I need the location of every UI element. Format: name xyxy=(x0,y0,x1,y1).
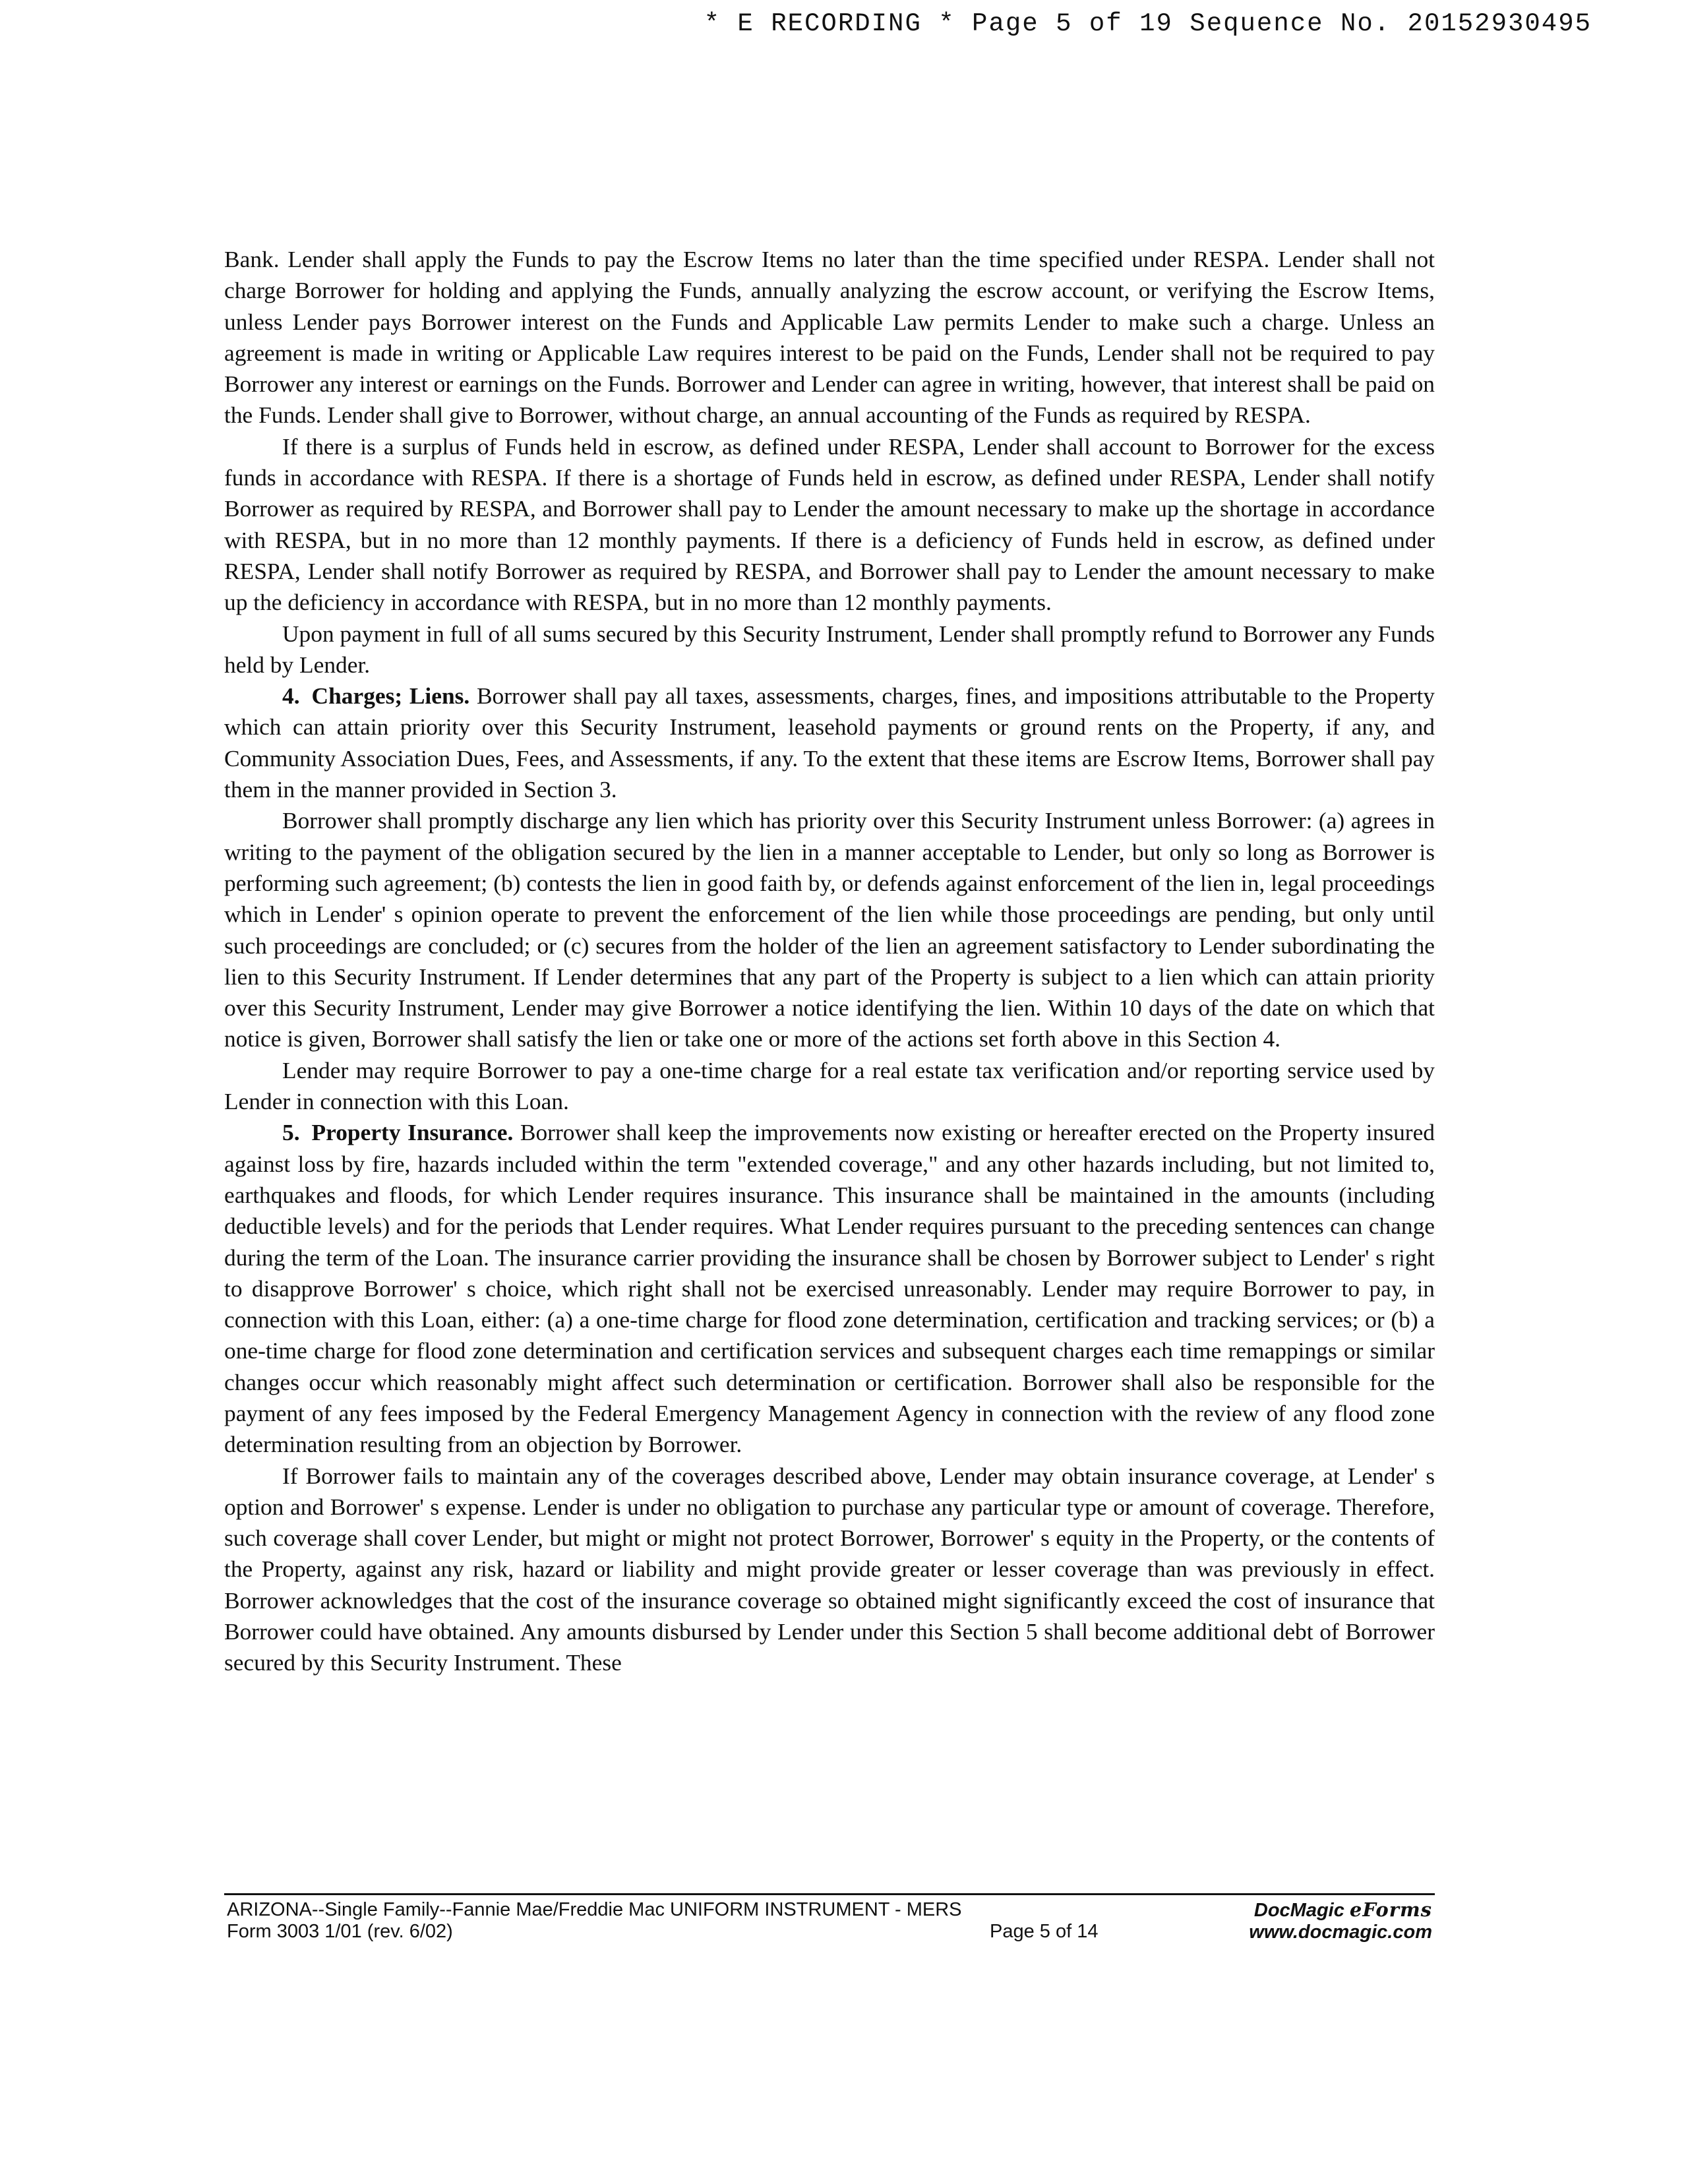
page-footer xyxy=(224,1899,1435,1952)
section-5-title: Property Insurance. xyxy=(311,1119,514,1146)
brand-logo xyxy=(1249,1899,1432,1922)
section-5-number: 5. xyxy=(282,1119,300,1146)
paragraph-lien-discharge: Borrower shall promptly discharge any lien which has priority over this Security Instrument unless Borrower: (a) agrees in writing to the payment of the obligation secured by the lien in a manner acceptable to Lender, but only so long as Borrower is performing such agreement; (b) contests the lien in good faith by, or defends against enforcement of the lien in, legal proceedings which in Lender' s opinion operate to prevent the enforcement of the lien while those proceedings are pending, but only until such proceedings are concluded; or (c) secures from the holder of the lien an agreement satisfactory to Lender subordinating the lien to this Security Instrument. If Lender determines that any part of the Property is subject to a lien which can attain priority over this Security Instrument, Lender may give Borrower a notice identifying the lien. Within 10 days of the date on which that notice is given, Borrower shall satisfy the lien or take one or more of the actions set forth above in this Section 4. xyxy=(224,807,1435,1052)
section-4-number: 4. xyxy=(282,682,300,710)
footer-brand xyxy=(1249,1899,1432,1943)
section-5-property-insurance xyxy=(224,1117,1435,1460)
paragraph-refund: Upon payment in full of all sums secured by this Security Instrument, Lender shall promptly refund to Borrower any Funds held by Lender. xyxy=(224,620,1435,678)
brand-website: www.docmagic.com xyxy=(1249,1922,1432,1943)
footer-form-number: Form 3003 1/01 (rev. 6/02) xyxy=(227,1921,453,1942)
paragraph-tax-verification: Lender may require Borrower to pay a one-time charge for a real estate tax verification and/or reporting service used by Lender in connection with this Loan. xyxy=(224,1056,1435,1115)
brand-name: DocMagic xyxy=(1253,1900,1350,1921)
paragraph-escrow-funds: Bank. Lender shall apply the Funds to pay the Escrow Items no later than the time specified under RESPA. Lender shall not charge Borrower for holding and applying the Funds, annually analyzing the escrow account, or verifying the Escrow Items, unless Lender pays Borrower interest on the Funds and Applicable Law permits Lender to make such a charge. Unless an agreement is made in writing or Applicable Law requires interest to be paid on the Funds, Lender shall not be required to pay Borrower any interest or earnings on the Funds. Borrower and Lender can agree in writing, however, that interest shall be paid on the Funds. Lender shall give to Borrower, without charge, an annual accounting of the Funds as required by RESPA. xyxy=(224,246,1435,429)
paragraph-surplus: If there is a surplus of Funds held in escrow, as defined under RESPA, Lender shall account to Borrower for the excess funds in accordance with RESPA. If there is a shortage of Funds held in escrow, as defined under RESPA, Lender shall notify Borrower as required by RESPA, and Borrower shall pay to Lender the amount necessary to make up the shortage in accordance with RESPA, but in no more than 12 monthly payments. If there is a deficiency of Funds held in escrow, as defined under RESPA, Lender shall notify Borrower as required by RESPA, and Borrower shall pay to Lender the amount necessary to make up the deficiency in accordance with RESPA, but in no more than 12 monthly payments. xyxy=(224,433,1435,616)
footer-form-info xyxy=(227,1899,962,1943)
footer-divider xyxy=(224,1893,1435,1895)
paragraph-coverage-failure: If Borrower fails to maintain any of the coverages described above, Lender may obtain insurance coverage, at Lender' s option and Borrower' s expense. Lender is under no obligation to purchase any particular type or amount of coverage. Therefore, such coverage shall cover Lender, but might or might not protect Borrower, Borrower' s equity in the Property, or the contents of the Property, against any risk, hazard or liability and might provide greater or lesser coverage than was previously in effect. Borrower acknowledges that the cost of the insurance coverage so obtained might significantly exceed the cost of insurance that Borrower could have obtained. Any amounts disbursed by Lender under this Section 5 shall become additional debt of Borrower secured by this Security Instrument. These xyxy=(224,1462,1435,1676)
section-4-title: Charges; Liens. xyxy=(311,682,470,710)
brand-forms: eForms xyxy=(1349,1898,1432,1921)
recording-stamp: * E RECORDING * Page 5 of 19 Sequence No. 20152930495 xyxy=(704,9,1592,38)
section-5-text: Borrower shall keep the improvements now existing or hereafter erected on the Property insured against loss by fire, hazards included within the term "extended coverage," and any other hazards including, but not limited to, earthquakes and floods, for which Lender requires insurance. This insurance shall be maintained in the amounts (including deductible levels) and for the periods that Lender requires. What Lender requires pursuant to the preceding sentences can change during the term of the Loan. The insurance carrier providing the insurance shall be chosen by Borrower subject to Lender' s right to disapprove Borrower' s choice, which right shall not be exercised unreasonably. Lender may require Borrower to pay, in connection with this Loan, either: (a) a one-time charge for flood zone determination, certification and tracking services; or (b) a one-time charge for flood zone determination and certification services and subsequent charges each time remappings or similar changes occur which reasonably might affect such determination or certification. Borrower shall also be responsible for the payment of any fees imposed by the Federal Emergency Management Agency in connection with the review of any flood zone determination resulting from an objection by Borrower. xyxy=(224,1119,1435,1458)
document-body xyxy=(224,244,1435,1679)
footer-page-number: Page 5 of 14 xyxy=(990,1921,1099,1942)
section-4-text: Borrower shall pay all taxes, assessments, charges, fines, and impositions attributable to the Property which can attain priority over this Security Instrument, leasehold payments or ground rents on the Property, if any, and Community Association Dues, Fees, and Assessments, if any. To the extent that these items are Escrow Items, Borrower shall pay them in the manner provided in Section 3. xyxy=(224,682,1435,803)
footer-form-title: ARIZONA--Single Family--Fannie Mae/Freddie Mac UNIFORM INSTRUMENT - MERS xyxy=(227,1899,962,1920)
section-4-charges-liens xyxy=(224,681,1435,805)
